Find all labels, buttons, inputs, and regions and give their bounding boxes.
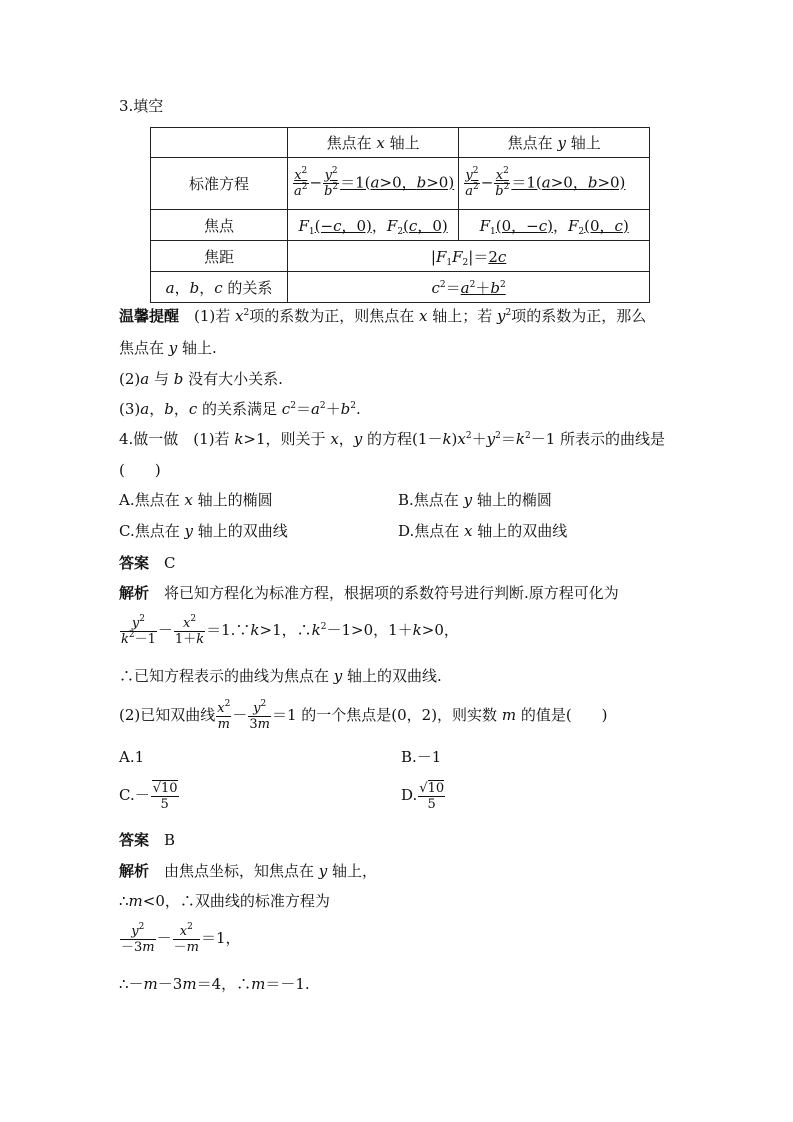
row-label-equation: 标准方程 bbox=[151, 158, 288, 210]
tip-line-1b: 焦点在 y 轴上. bbox=[119, 339, 217, 357]
table-corner bbox=[151, 128, 288, 158]
q2-answer-label: 答案 bbox=[119, 831, 150, 849]
cell-focal-distance: $|F_1F_2|=2c$ bbox=[288, 241, 650, 272]
row-label-focus: 焦点 bbox=[151, 210, 288, 241]
section-heading: 3.填空 bbox=[119, 97, 164, 115]
q2-analysis-label: 解析 bbox=[119, 862, 150, 880]
q2-options-ab: A.1 B.－1 bbox=[119, 748, 442, 766]
header-y-axis: 焦点在 y 轴上 bbox=[459, 128, 650, 158]
q2-answer-value: B bbox=[164, 831, 176, 849]
q1-paren: ( ) bbox=[119, 461, 161, 479]
cell-relation: $c^2=a^2+b^2$ bbox=[288, 272, 650, 303]
row-label-relation: a，b，c 的关系 bbox=[151, 272, 288, 303]
q2-options-cd: C.－ $\frac{√10}{5}$ D. $\frac{√10}{5}$ bbox=[119, 780, 445, 812]
cell-equation-x: $\frac{x^2}{a^2}$ − $\frac{y^2}{b^2}$ ＝1(a>0，b>0) bbox=[288, 158, 459, 210]
tip-label: 温馨提醒 bbox=[119, 307, 180, 325]
tip-line-3: (3)a，b，c 的关系满足 $c^2=a^2+b^2$. bbox=[119, 400, 361, 418]
tip-line-1: 温馨提醒 (1)若 $x^2$项的系数为正，则焦点在 x 轴上；若 $y^2$项的系数为正，那么 bbox=[119, 307, 647, 325]
q1-options-cd: C.焦点在 y 轴上的双曲线 D.焦点在 x 轴上的双曲线 bbox=[119, 522, 568, 540]
q1-options-ab: A.焦点在 x 轴上的椭圆 B.焦点在 y 轴上的椭圆 bbox=[119, 491, 552, 509]
q2-analysis-1: 解析 由焦点坐标，知焦点在 y 轴上， bbox=[119, 862, 378, 880]
hyperbola-table bbox=[150, 127, 650, 303]
q1-answer bbox=[119, 552, 176, 574]
q2-analysis-4: ∴－m－3m＝4，∴m＝－1. bbox=[119, 975, 310, 993]
row-label-focal-distance: 焦距 bbox=[151, 241, 288, 272]
q1-analysis-3: ∴已知方程表示的曲线为焦点在 y 轴上的双曲线. bbox=[119, 667, 442, 685]
q1-analysis-label: 解析 bbox=[119, 584, 150, 602]
header-x-axis: 焦点在 x 轴上 bbox=[288, 128, 459, 158]
q2-answer bbox=[119, 829, 175, 851]
cell-focus-y: $F_1(0$，−c)，$F_2(0$，c) bbox=[459, 210, 650, 241]
q1-stem: 4.做一做 (1)若 k>1，则关于 x，y 的方程$(1-k)x^2+y^2=k^2-1$ 所表示的曲线是 bbox=[119, 430, 665, 448]
q1-analysis-2: $\frac{y^2}{k^2-1}$ － $\frac{x^2}{1+k}$ ＝1.∵k>1，$\therefore k^2-1>0$，1＋k>0， bbox=[121, 613, 459, 647]
q1-answer-label: 答案 bbox=[119, 554, 150, 572]
q1-analysis-1 bbox=[119, 582, 619, 604]
q2-analysis-3: $\frac{y^2}{-3m}$ － $\frac{x^2}{-m}$ ＝1， bbox=[121, 921, 241, 955]
q1-answer-value: C bbox=[164, 554, 176, 572]
tip-line-2: (2)a 与 b 没有大小关系. bbox=[119, 370, 283, 388]
cell-equation-y: $\frac{y^2}{a^2}$ − $\frac{x^2}{b^2}$ ＝1(a>0，b>0) bbox=[459, 158, 650, 210]
q2-analysis-2: ∴m<0，∴双曲线的标准方程为 bbox=[119, 892, 330, 910]
q1-analysis-text: 将已知方程化为标准方程，根据项的系数符号进行判断.原方程可化为 bbox=[164, 584, 619, 602]
cell-focus-x: $F_1(-c$，0)，$F_2(c$，0) bbox=[288, 210, 459, 241]
q2-stem: (2)已知双曲线 $\frac{x^2}{m}$ － $\frac{y^2}{3m}$ ＝1 的一个焦点是(0，2)，则实数 m 的值是( ) bbox=[119, 698, 608, 732]
